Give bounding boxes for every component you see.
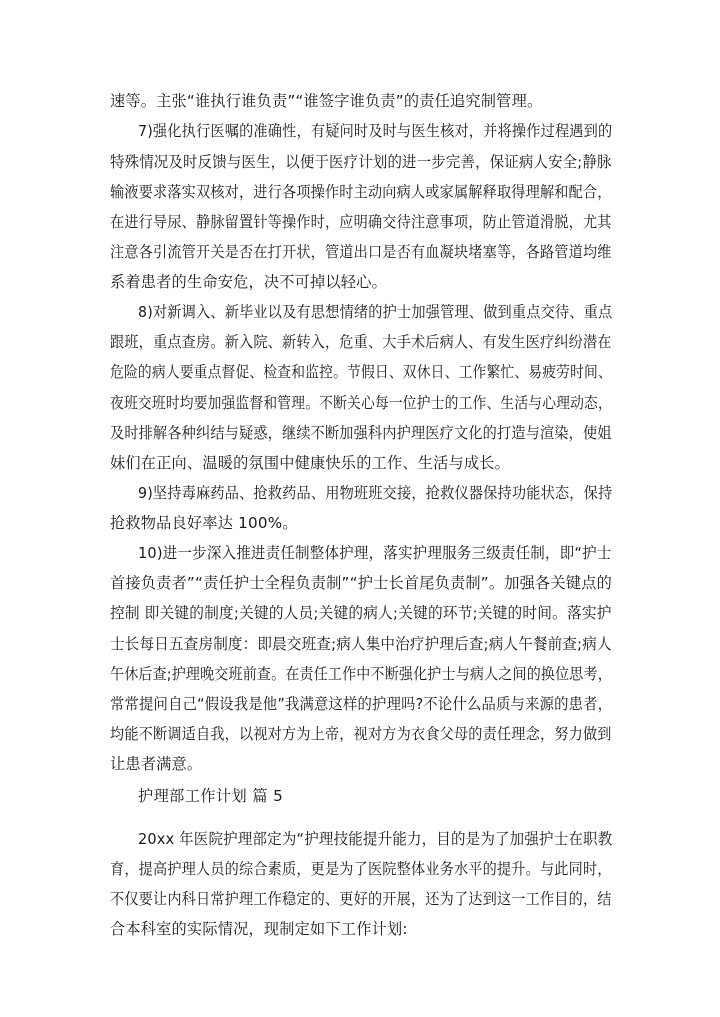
intro-line: 不仅要让内科日常护理工作稳定的、更好的开展，还为了达到这一工作目的，结	[110, 890, 612, 908]
paragraph-line: 及时排解各种纠结与疑惑，继续不断加强科内护理医疗文化的打造与渲染，使姐	[110, 424, 612, 442]
intro-line: 合本科室的实际情况，现制定如下工作计划:	[110, 920, 408, 938]
paragraph-line: 10)进一步深入推进责任制整体护理，落实护理服务三级责任制，即“护士	[138, 544, 612, 562]
paragraph-line: 特殊情况及时反馈与医生，以便于医疗计划的进一步完善，保证病人安全;静脉	[110, 153, 612, 171]
paragraph-line: 7)强化执行医嘱的准确性，有疑问时及时与医生核对，并将操作过程遇到的	[138, 122, 613, 140]
paragraph-line: 速等。主张“谁执行谁负责”“谁签字谁负责”的责任追究制管理。	[110, 92, 543, 110]
paragraph-line: 士长每日五查房制度：即晨交班查;病人集中治疗护理后查;病人午餐前查;病人	[110, 635, 612, 653]
paragraph-line: 均能不断调适自我，以视对方为上帝，视对方为衣食父母的责任理念，努力做到	[110, 725, 612, 743]
paragraph-line: 跟班，重点查房。新入院、新转入，危重、大手术后病人、有发生医疗纠纷潜在	[110, 333, 612, 351]
intro-line: 育，提高护理人员的综合素质，更是为了医院整体业务水平的提升。与此同时，	[110, 860, 612, 878]
intro-line: 20xx 年医院护理部定为“护理技能提升能力，目的是为了加强护士在职教	[138, 830, 613, 848]
paragraph-line: 首接负责者”“责任护士全程负责制”“护士长首尾负责制”。加强各关键点的	[110, 574, 612, 592]
paragraph-line: 夜班交班时均要加强监督和管理。不断关心每一位护士的工作、生活与心理动态，	[110, 394, 612, 412]
paragraph-line: 控制 即关键的制度;关键的人员;关键的病人;关键的环节;关键的时间。落实护	[110, 604, 612, 622]
paragraph-line: 系着患者的生命安危，决不可掉以轻心。	[110, 273, 387, 291]
paragraph-line: 输液要求落实双核对，进行各项操作时主动向病人或家属解释取得理解和配合，	[110, 183, 612, 201]
paragraph-line: 9)坚持毒麻药品、抢救药品、用物班班交接，抢救仪器保持功能状态，保持	[138, 484, 613, 502]
paragraph-line: 让患者满意。	[110, 755, 203, 773]
paragraph-line: 常常提问自己“假设我是他”我满意这样的护理吗?不论什么品质与来源的患者，	[110, 695, 613, 713]
paragraph-line: 注意各引流管开关是否在打开状，管道出口是否有血凝块堵塞等，各路管道均维	[110, 243, 612, 261]
paragraph-line: 抢救物品良好率达 100%。	[110, 514, 298, 532]
paragraph-line: 在进行导尿、静脉留置针等操作时，应明确交待注意事项，防止管道滑脱，尤其	[110, 213, 612, 231]
section-title: 护理部工作计划 篇 5	[138, 787, 284, 805]
paragraph-line: 危险的病人要重点督促、检查和监控。节假日、双休日、工作繁忙、易疲劳时间、	[110, 363, 612, 381]
paragraph-line: 8)对新调入、新毕业以及有思想情绪的护士加强管理、做到重点交待、重点	[138, 303, 613, 321]
paragraph-line: 午休后查;护理晚交班前查。在责任工作中不断强化护士与病人之间的换位思考，	[110, 665, 612, 683]
paragraph-line: 妹们在正向、温暖的氛围中健康快乐的工作、生活与成长。	[110, 454, 511, 472]
